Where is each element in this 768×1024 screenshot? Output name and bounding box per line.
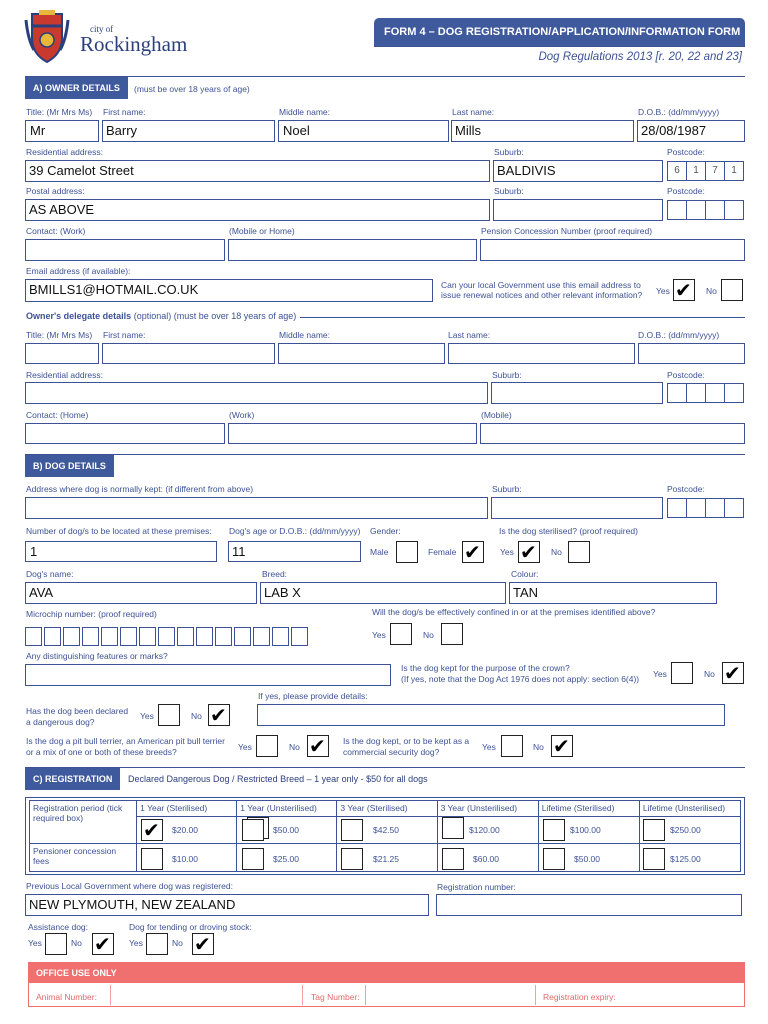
dog-section-header: B) DOG DETAILS bbox=[25, 455, 114, 477]
dog-age-value: 11 bbox=[232, 544, 246, 559]
microchip-boxes bbox=[25, 627, 335, 646]
dog-features-field[interactable] bbox=[25, 664, 391, 686]
delegate-dob-field[interactable] bbox=[638, 343, 745, 364]
owner-first-label: First name: bbox=[103, 107, 146, 117]
microchip-digit-box[interactable] bbox=[158, 627, 175, 646]
reg-pen-price: $60.00 bbox=[473, 854, 499, 864]
dog-dangerous-yes-label: Yes bbox=[140, 711, 154, 721]
owner-email-no-label: No bbox=[706, 286, 717, 296]
delegate-contact-home-label: Contact: (Home) bbox=[26, 410, 89, 420]
dog-features-label: Any distinguishing features or marks? bbox=[26, 651, 168, 661]
reg-prev-gov-value: NEW PLYMOUTH, NEW ZEALAND bbox=[29, 897, 236, 912]
reg-period-cell bbox=[30, 801, 137, 844]
dog-pitbull-yes-checkbox[interactable] bbox=[256, 735, 278, 757]
delegate-first-field[interactable] bbox=[102, 343, 275, 364]
dog-postcode-digit[interactable] bbox=[705, 498, 725, 518]
office-tag-number-field[interactable] bbox=[365, 985, 536, 1005]
delegate-postcode-digit[interactable] bbox=[667, 383, 687, 403]
regulations-text: Dog Regulations 2013 [r. 20, 22 and 23] bbox=[538, 51, 742, 63]
dog-number-value: 1 bbox=[30, 544, 38, 559]
delegate-res-field[interactable] bbox=[25, 382, 488, 404]
delegate-middle-label: Middle name: bbox=[279, 330, 331, 340]
microchip-digit-box[interactable] bbox=[82, 627, 99, 646]
checkmark-icon: ✔ bbox=[675, 278, 692, 302]
delegate-postcode-digit[interactable] bbox=[686, 383, 706, 403]
checkmark-icon: ✔ bbox=[143, 818, 160, 842]
reg-pen-price: $50.00 bbox=[574, 854, 600, 864]
dog-dangerous-yes-checkbox[interactable] bbox=[158, 704, 180, 726]
checkmark-icon: ✔ bbox=[194, 932, 211, 956]
reg-col-header: 1 Year (Unsterilised) bbox=[237, 801, 337, 817]
delegate-heading bbox=[26, 311, 296, 321]
reg-tending-yes-checkbox[interactable] bbox=[146, 933, 168, 955]
owner-postal-suburb-field[interactable] bbox=[493, 199, 663, 221]
owner-postcode-digit[interactable]: 1 bbox=[724, 161, 744, 181]
owner-last-value: Mills bbox=[455, 123, 481, 138]
office-use-banner bbox=[28, 962, 745, 983]
dog-crown-label-1: Is the dog kept for the purpose of the crown? bbox=[401, 663, 570, 673]
microchip-digit-box[interactable] bbox=[196, 627, 213, 646]
logo-city-of: city of bbox=[90, 24, 114, 34]
dog-confined-no-label: No bbox=[423, 630, 434, 640]
delegate-postcode-digit[interactable] bbox=[705, 383, 725, 403]
reg-pen-price: $21.25 bbox=[373, 854, 399, 864]
dog-age-label: Dog's age or D.O.B.: (dd/mm/yyyy) bbox=[229, 526, 361, 536]
owner-email-value: BMILLS1@HOTMAIL.CO.UK bbox=[29, 282, 199, 297]
reg-assistance-label: Assistance dog: bbox=[28, 922, 89, 932]
reg-std-price: $250.00 bbox=[670, 825, 701, 835]
owner-title-value: Mr bbox=[30, 123, 46, 138]
checkmark-icon: ✔ bbox=[210, 703, 227, 727]
reg-col-header: Lifetime (Unsterilised) bbox=[639, 801, 740, 817]
owner-postal-label: Postal address: bbox=[26, 186, 85, 196]
dog-postcode-digit[interactable] bbox=[724, 498, 744, 518]
dog-details-label: If yes, please provide details: bbox=[258, 691, 368, 701]
dog-age-field[interactable] bbox=[228, 541, 361, 562]
owner-first-value: Barry bbox=[106, 123, 138, 138]
dog-dangerous-label-2: a dangerous dog? bbox=[26, 717, 95, 727]
owner-pension-field[interactable] bbox=[480, 239, 745, 261]
delegate-mobile-field[interactable] bbox=[480, 423, 745, 444]
owner-contact-mobile-field[interactable] bbox=[228, 239, 477, 261]
microchip-digit-box[interactable] bbox=[215, 627, 232, 646]
microchip-digit-box[interactable] bbox=[120, 627, 137, 646]
owner-postcode-digit[interactable]: 7 bbox=[705, 161, 725, 181]
reg-pen-life-ster-checkbox[interactable] bbox=[543, 848, 565, 870]
owner-email-no-checkbox[interactable] bbox=[721, 279, 743, 301]
owner-postcode-label: Postcode: bbox=[667, 147, 705, 157]
delegate-title-field[interactable] bbox=[25, 343, 99, 364]
owner-postal-postcode-digit[interactable] bbox=[686, 200, 706, 220]
dog-pitbull-label-1: Is the dog a pit bull terrier, an American pit bull terrier bbox=[26, 736, 225, 746]
dog-name-field[interactable] bbox=[25, 582, 257, 604]
reg-pen-price: $10.00 bbox=[172, 854, 198, 864]
owner-res-label: Residential address: bbox=[26, 147, 104, 157]
reg-std-price: $42.50 bbox=[373, 825, 399, 835]
form-title-banner bbox=[374, 18, 745, 46]
dog-gender-label: Gender: bbox=[370, 526, 401, 536]
reg-section-header: C) REGISTRATION bbox=[25, 768, 120, 790]
reg-assistance-yes-label: Yes bbox=[28, 938, 42, 948]
reg-tending-yes-label: Yes bbox=[129, 938, 143, 948]
dog-confined-no-checkbox[interactable] bbox=[441, 623, 463, 645]
reg-pen-life-unster-checkbox[interactable] bbox=[643, 848, 665, 870]
dog-female-label: Female bbox=[428, 547, 457, 557]
dog-confined-label: Will the dog/s be effectively confined in or at the premises identified above? bbox=[372, 607, 656, 617]
reg-std-3y-unster-checkbox[interactable] bbox=[442, 817, 464, 839]
owner-postal-postcode-label: Postcode: bbox=[667, 186, 705, 196]
dog-sterilised-no-checkbox[interactable] bbox=[568, 541, 590, 563]
owner-section-note: (must be over 18 years of age) bbox=[134, 84, 250, 94]
owner-postal-postcode-digit[interactable] bbox=[667, 200, 687, 220]
owner-section-rule bbox=[25, 76, 745, 77]
dog-postcode-label: Postcode: bbox=[667, 484, 705, 494]
crest-icon bbox=[24, 10, 70, 64]
microchip-digit-box[interactable] bbox=[253, 627, 270, 646]
owner-email-question: Can your local Government use this email address to issue renewal notices and other relevant information? bbox=[441, 280, 643, 300]
dog-crown-label-2: (If yes, note that the Dog Act 1976 does not apply: section 6(4)) bbox=[401, 674, 640, 684]
reg-col-header: Lifetime (Sterilised) bbox=[538, 801, 639, 817]
owner-postal-value: AS ABOVE bbox=[29, 202, 95, 217]
delegate-rule bbox=[300, 317, 745, 318]
microchip-digit-box[interactable] bbox=[272, 627, 289, 646]
dog-suburb-field[interactable] bbox=[491, 497, 663, 519]
delegate-heading-note: (optional) (must be over 18 years of age) bbox=[133, 311, 297, 321]
office-reg-expiry-label: Registration expiry: bbox=[543, 992, 616, 1002]
dog-dangerous-label-1: Has the dog been declared bbox=[26, 706, 129, 716]
dog-address-label: Address where dog is normally kept: (if different from above) bbox=[26, 484, 254, 494]
dog-colour-field[interactable] bbox=[509, 582, 717, 604]
microchip-digit-box[interactable] bbox=[101, 627, 118, 646]
dog-pitbull-yes-label: Yes bbox=[238, 742, 252, 752]
dog-confined-yes-checkbox[interactable] bbox=[390, 623, 412, 645]
reg-pen-1y-unster-checkbox[interactable] bbox=[242, 848, 264, 870]
dog-male-checkbox[interactable] bbox=[396, 541, 418, 563]
reg-section-rule bbox=[25, 767, 745, 768]
delegate-title-label: Title: (Mr Mrs Ms) bbox=[26, 330, 93, 340]
checkmark-icon: ✔ bbox=[724, 661, 741, 685]
delegate-heading-text: Owner's delegate details bbox=[26, 311, 132, 321]
reg-dangerous-note: Declared Dangerous Dog / Restricted Breed – 1 year only - $50 for all dogs bbox=[128, 774, 428, 784]
delegate-work-label: (Work) bbox=[229, 410, 255, 420]
office-use-heading: OFFICE USE ONLY bbox=[36, 968, 117, 978]
dog-pitbull-no-label: No bbox=[289, 742, 300, 752]
delegate-postcode-label: Postcode: bbox=[667, 370, 705, 380]
reg-number-label: Registration number: bbox=[437, 882, 516, 892]
reg-std-price: $20.00 bbox=[172, 825, 198, 835]
owner-postcode-digit[interactable]: 6 bbox=[667, 161, 687, 181]
checkmark-icon: ✔ bbox=[520, 540, 537, 564]
dog-suburb-label: Suburb: bbox=[492, 484, 522, 494]
dog-crown-yes-checkbox[interactable] bbox=[671, 662, 693, 684]
dog-details-field[interactable] bbox=[257, 704, 725, 726]
reg-col-header: 3 Year (Unsterilised) bbox=[437, 801, 538, 817]
reg-pen-1y-ster-checkbox[interactable] bbox=[141, 848, 163, 870]
dog-section-rule bbox=[25, 454, 745, 455]
reg-col-header: 1 Year (Sterilised) bbox=[137, 801, 237, 817]
dog-number-field[interactable] bbox=[25, 541, 217, 562]
dog-breed-label: Breed: bbox=[262, 569, 288, 579]
owner-suburb-value: BALDIVIS bbox=[497, 163, 556, 178]
owner-dob-value: 28/08/1987 bbox=[641, 123, 707, 138]
delegate-res-label: Residential address: bbox=[26, 370, 104, 380]
owner-middle-value: Noel bbox=[283, 123, 310, 138]
dog-number-label: Number of dog/s to be located at these premises: bbox=[26, 526, 212, 536]
delegate-middle-field[interactable] bbox=[278, 343, 445, 364]
dog-security-label-1: Is the dog kept, or to be kept as a bbox=[343, 736, 470, 746]
delegate-dob-label: D.O.B.: (dd/mm/yyyy) bbox=[638, 330, 720, 340]
owner-title-label: Title: (Mr Mrs Ms) bbox=[26, 107, 93, 117]
dog-postcode-digit[interactable] bbox=[686, 498, 706, 518]
dog-sterilised-yes-label: Yes bbox=[500, 547, 514, 557]
delegate-suburb-label: Suburb: bbox=[492, 370, 522, 380]
reg-number-field[interactable] bbox=[436, 894, 742, 916]
dog-name-label: Dog's name: bbox=[26, 569, 74, 579]
dog-crown-no-label: No bbox=[704, 669, 715, 679]
reg-std-price: $100.00 bbox=[570, 825, 601, 835]
delegate-mobile-label: (Mobile) bbox=[481, 410, 512, 420]
reg-std-3y-ster-checkbox[interactable] bbox=[341, 819, 363, 841]
reg-pen-3y-ster-checkbox[interactable] bbox=[341, 848, 363, 870]
dog-colour-label: Colour: bbox=[511, 569, 539, 579]
owner-contact-work-label: Contact: (Work) bbox=[26, 226, 86, 236]
microchip-digit-box[interactable] bbox=[291, 627, 308, 646]
dog-name-value: AVA bbox=[29, 585, 54, 600]
reg-pensioner-cell bbox=[30, 844, 137, 872]
dog-male-label: Male bbox=[370, 547, 389, 557]
microchip-digit-box[interactable] bbox=[63, 627, 80, 646]
dog-sterilised-label: Is the dog sterilised? (proof required) bbox=[499, 526, 638, 536]
microchip-digit-box[interactable] bbox=[234, 627, 251, 646]
reg-period-label: Registration period (tick required box) bbox=[33, 803, 123, 823]
reg-std-1y-unster-checkbox[interactable] bbox=[242, 819, 264, 841]
dog-confined-yes-label: Yes bbox=[372, 630, 386, 640]
dog-address-field[interactable] bbox=[25, 497, 488, 519]
logo-name: Rockingham bbox=[80, 32, 188, 56]
owner-contact-work-field[interactable] bbox=[25, 239, 225, 261]
delegate-first-label: First name: bbox=[103, 330, 146, 340]
reg-std-price: $120.00 bbox=[469, 825, 500, 835]
dog-security-yes-label: Yes bbox=[482, 742, 496, 752]
dog-security-label-2: commercial security dog? bbox=[343, 747, 440, 757]
checkmark-icon: ✔ bbox=[309, 734, 326, 758]
checkmark-icon: ✔ bbox=[94, 932, 111, 956]
microchip-digit-box[interactable] bbox=[177, 627, 194, 646]
reg-assistance-no-label: No bbox=[71, 938, 82, 948]
dog-colour-value: TAN bbox=[513, 585, 539, 600]
dog-security-yes-checkbox[interactable] bbox=[501, 735, 523, 757]
reg-pensioner-label: Pensioner concession fees bbox=[33, 846, 117, 866]
reg-assistance-yes-checkbox[interactable] bbox=[45, 933, 67, 955]
owner-contact-mobile-label: (Mobile or Home) bbox=[229, 226, 295, 236]
delegate-suburb-field[interactable] bbox=[491, 382, 663, 404]
form-title: FORM 4 – DOG REGISTRATION/APPLICATION/INFORMATION FORM bbox=[384, 26, 741, 38]
owner-postal-suburb-label: Suburb: bbox=[494, 186, 524, 196]
reg-pen-price: $25.00 bbox=[273, 854, 299, 864]
microchip-digit-box[interactable] bbox=[25, 627, 42, 646]
header-rule bbox=[374, 46, 745, 47]
microchip-digit-box[interactable] bbox=[139, 627, 156, 646]
reg-std-price: $50.00 bbox=[273, 825, 299, 835]
dog-sterilised-no-label: No bbox=[551, 547, 562, 557]
reg-pen-3y-unster-checkbox[interactable] bbox=[442, 848, 464, 870]
delegate-last-field[interactable] bbox=[448, 343, 635, 364]
owner-postal-postcode-digit[interactable] bbox=[705, 200, 725, 220]
reg-tending-label: Dog for tending or droving stock: bbox=[129, 922, 252, 932]
checkmark-icon: ✔ bbox=[464, 540, 481, 564]
delegate-last-label: Last name: bbox=[448, 330, 491, 340]
microchip-digit-box[interactable] bbox=[44, 627, 61, 646]
dog-pitbull-label-2: or a mix of one or both of these breeds? bbox=[26, 747, 177, 757]
owner-postal-postcode-digit[interactable] bbox=[724, 200, 744, 220]
reg-std-life-ster-checkbox[interactable] bbox=[543, 819, 565, 841]
owner-email-label: Email address (if available): bbox=[26, 266, 131, 276]
dog-security-no-label: No bbox=[533, 742, 544, 752]
owner-section-header: A) OWNER DETAILS bbox=[25, 77, 128, 99]
delegate-work-field[interactable] bbox=[228, 423, 477, 444]
owner-last-label: Last name: bbox=[452, 107, 495, 117]
owner-postcode-digit[interactable]: 1 bbox=[686, 161, 706, 181]
dog-crown-yes-label: Yes bbox=[653, 669, 667, 679]
city-logo bbox=[24, 10, 194, 66]
owner-email-yes-label: Yes bbox=[656, 286, 670, 296]
owner-pension-label: Pension Concession Number (proof required) bbox=[481, 226, 653, 236]
owner-res-value: 39 Camelot Street bbox=[29, 163, 134, 178]
office-tag-number-label: Tag Number: bbox=[311, 992, 360, 1002]
dog-breed-value: LAB X bbox=[264, 585, 301, 600]
office-animal-number-field[interactable] bbox=[110, 985, 303, 1005]
delegate-contact-home-field[interactable] bbox=[25, 423, 225, 444]
owner-dob-label: D.O.B.: (dd/mm/yyyy) bbox=[638, 107, 720, 117]
reg-prev-gov-label: Previous Local Government where dog was registered: bbox=[26, 881, 233, 891]
owner-middle-label: Middle name: bbox=[279, 107, 331, 117]
owner-suburb-label: Suburb: bbox=[494, 147, 524, 157]
reg-tending-no-label: No bbox=[172, 938, 183, 948]
reg-col-header: 3 Year (Sterilised) bbox=[337, 801, 437, 817]
office-animal-number-label: Animal Number: bbox=[36, 992, 97, 1002]
dog-postcode-digit[interactable] bbox=[667, 498, 687, 518]
checkmark-icon: ✔ bbox=[553, 734, 570, 758]
owner-postal-field[interactable] bbox=[25, 199, 490, 221]
reg-std-life-unster-checkbox[interactable] bbox=[643, 819, 665, 841]
dog-microchip-label: Microchip number: (proof required) bbox=[26, 609, 157, 619]
delegate-postcode-digit[interactable] bbox=[724, 383, 744, 403]
reg-pen-price: $125.00 bbox=[670, 854, 701, 864]
reg-header-row bbox=[30, 801, 741, 817]
dog-dangerous-no-label: No bbox=[191, 711, 202, 721]
